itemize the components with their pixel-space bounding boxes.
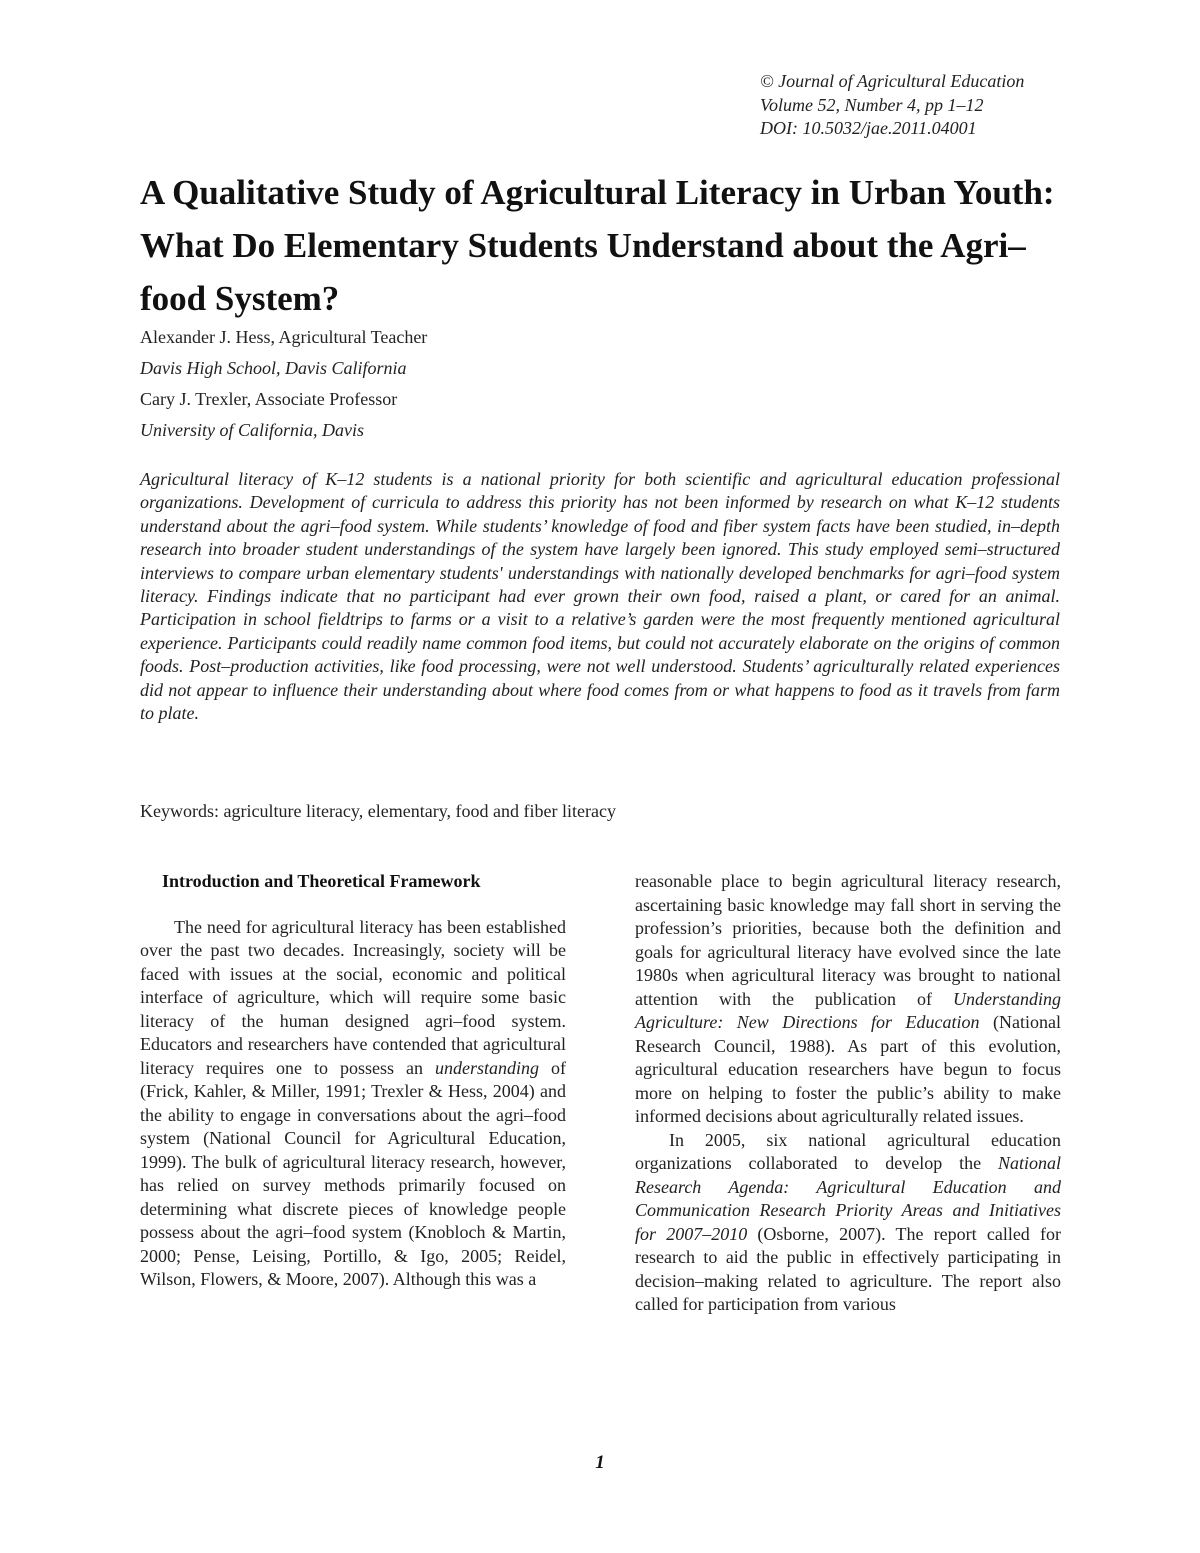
author-name: Cary J. Trexler, Associate Professor: [140, 389, 398, 409]
journal-doi: DOI: 10.5032/jae.2011.04001: [760, 118, 977, 138]
author-affiliation: University of California, Davis: [140, 420, 364, 440]
section-heading: Introduction and Theoretical Framework: [162, 871, 481, 891]
author-affiliation: Davis High School, Davis California: [140, 358, 407, 378]
left-column: [140, 870, 566, 1292]
author-block: [140, 322, 840, 446]
author-name: Alexander J. Hess, Agricultural Teacher: [140, 327, 428, 347]
body-paragraph: reasonable place to begin agricultural literacy research, ascertaining basic knowledge may fall short in serving the profession’s priorities, because both the definition and goals for agricultural literacy have evolved since the late 1980s when agricultural literacy was brought to national attention with the publication of Understanding Agriculture: New Directions for Education (National Research Council, 1988). As part of this evolution, agricultural education researchers have begun to focus more on helping to foster the public’s ability to make informed decisions about agriculturally related issues.: [635, 871, 1061, 1126]
journal-volume: Volume 52, Number 4, pp 1–12: [760, 94, 984, 115]
right-column: [635, 870, 1061, 1317]
body-paragraph: In 2005, six national agricultural education organizations collaborated to develop the National Research Agenda: Agricultural Education and Communication Research Priority Areas and Initiatives for 2007–2010 (Osborne, 2007). The report called for research to aid the public in effectively participating in decision–making related to agriculture. The report also called for participation from various: [635, 1129, 1061, 1314]
paper-title: A Qualitative Study of Agricultural Literacy in Urban Youth: What Do Elementary Students Understand about the Agri–food System?: [140, 173, 1055, 318]
page-number: 1: [595, 1452, 605, 1473]
body-paragraph: The need for agricultural literacy has been established over the past two decades. Increasingly, society will be faced with issues at the social, economic and political interface of agriculture, which will require some basic literacy of the human designed agri–food system. Educators and researchers have contended that agricultural literacy requires one to possess an understanding of (Frick, Kahler, & Miller, 1991; Trexler & Hess, 2004) and the ability to engage in conversations about the agri–food system (National Council for Agricultural Education, 1999). The bulk of agricultural literacy research, however, has relied on survey methods primarily focused on determining what discrete pieces of knowledge people possess about the agri–food system (Knobloch & Martin, 2000; Pense, Leising, Portillo, & Igo, 2005; Reidel, Wilson, Flowers, & Moore, 2007). Although this was a: [140, 916, 566, 1289]
keywords: Keywords: agriculture literacy, elementary, food and fiber literacy: [140, 801, 616, 821]
abstract: Agricultural literacy of K–12 students is a national priority for both scientific and agricultural education professional organizations. Development of curricula to address this priority has not been informed by research on what K–12 students understand about the agri–food system. While students’ knowledge of food and fiber system facts have been studied, in–depth research into broader student understandings of the system have largely been ignored. This study employed semi–structured interviews to compare urban elementary students' understandings with nationally developed benchmarks for agri–food system literacy. Findings indicate that no participant had ever grown their own food, raised a plant, or cared for an animal. Participation in school fieldtrips to farms or a visit to a relative’s garden were the most frequently mentioned agricultural experience. Participants could readily name common food items, but could not accurately elaborate on the origins of common foods. Post–production activities, like food processing, were not well understood. Students’ agriculturally related experiences did not appear to influence their understanding about where food comes from or what happens to food as it travels from farm to plate.: [140, 469, 1060, 724]
journal-name: © Journal of Agricultural Education: [760, 71, 1025, 91]
journal-citation: [760, 70, 1180, 141]
